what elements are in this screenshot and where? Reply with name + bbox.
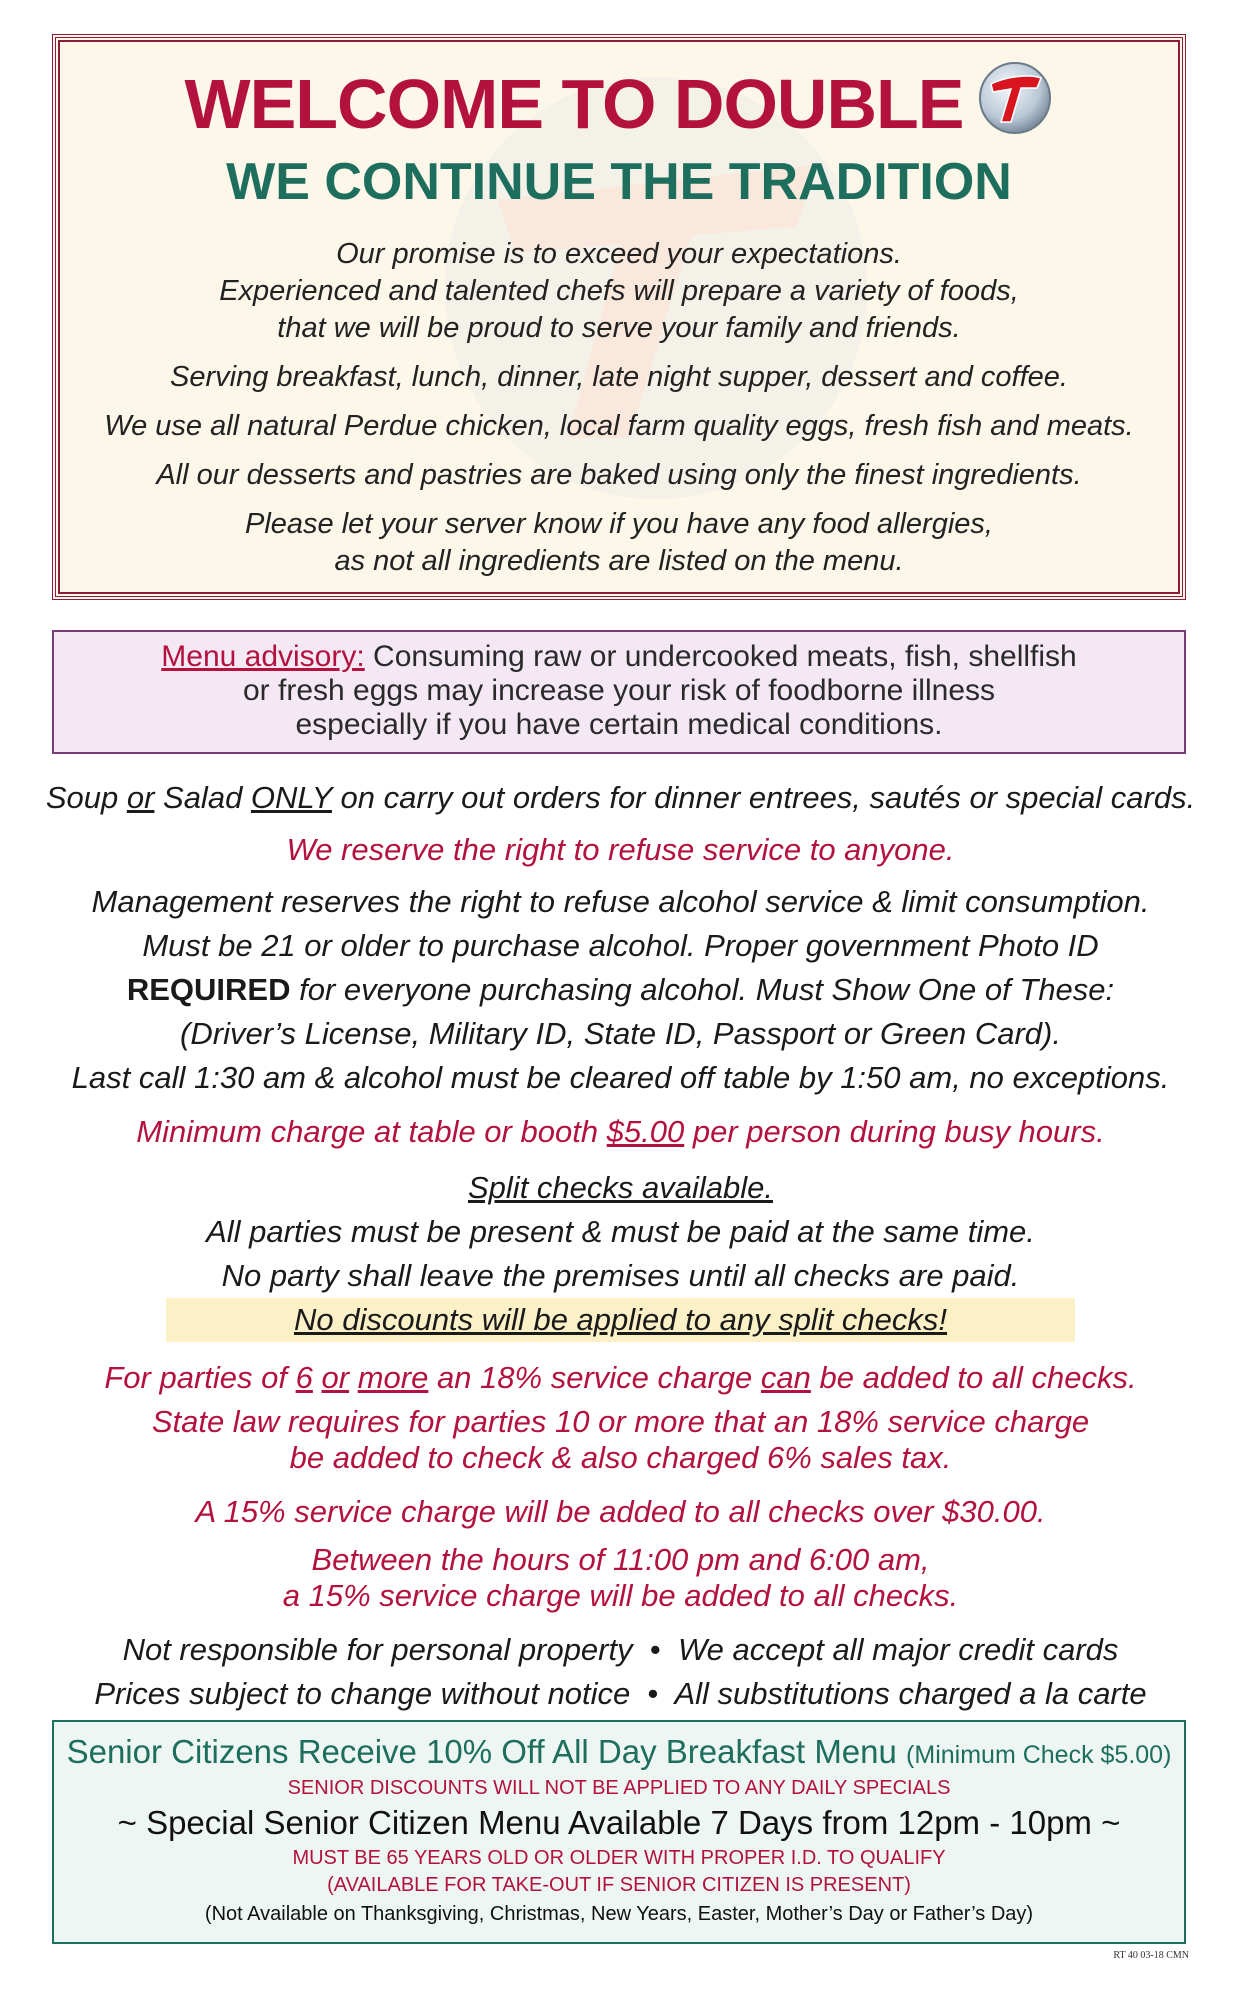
state-line-1: State law requires for parties 10 or more that an 18% service charge — [151, 1404, 1090, 1439]
alcohol-line-3-text: for everyone purchasing alcohol. Must Show One of These: — [290, 972, 1115, 1007]
party-text: For parties of — [104, 1360, 296, 1395]
senior-holidays: (Not Available on Thanksgiving, Christmas, New Years, Easter, Mother’s Day or Father’s Day) — [204, 1903, 1034, 1925]
welcome-line: Our promise is to exceed your expectations. — [336, 238, 902, 270]
welcome-title-text: WELCOME TO DOUBLE — [184, 65, 964, 143]
welcome-line: Serving breakfast, lunch, dinner, late night supper, dessert and coffee. — [170, 361, 1068, 393]
prices-change-text: Prices subject to change without notice — [94, 1676, 631, 1711]
party-or: or — [321, 1360, 350, 1395]
soup-salad-text: Salad — [154, 780, 251, 815]
required-bold: REQUIRED — [126, 972, 291, 1007]
misc-policies — [30, 1628, 1211, 1716]
party-more: more — [357, 1360, 429, 1395]
double-t-logo-icon — [977, 60, 1053, 147]
advisory-line-2: or fresh eggs may increase your risk of foodborne illness — [242, 674, 996, 707]
senior-special-menu: ~ Special Senior Citizen Menu Available 7 Days from 12pm - 10pm ~ — [117, 1804, 1121, 1841]
alcohol-policy — [30, 880, 1211, 1100]
late-night-charge-rule — [30, 1542, 1211, 1614]
welcome-line: We use all natural Perdue chicken, local farm quality eggs, fresh fish and meats. — [104, 410, 1134, 442]
bullet-icon: • — [647, 1676, 659, 1711]
document-code: RT 40 03-18 CMN — [1113, 1950, 1189, 1961]
welcome-line: All our desserts and pastries are baked using only the finest ingredients. — [156, 459, 1082, 491]
senior-no-specials: SENIOR DISCOUNTS WILL NOT BE APPLIED TO ANY DAILY SPECIALS — [287, 1777, 951, 1799]
welcome-line: that we will be proud to serve your family and friends. — [277, 312, 961, 344]
welcome-lines — [56, 236, 1182, 580]
state-law-rule — [30, 1404, 1211, 1476]
senior-minimum: (Minimum Check $5.00) — [906, 1741, 1172, 1769]
party-six: 6 — [295, 1360, 313, 1395]
menu-advisory-box — [52, 630, 1186, 754]
advisory-line-1 — [54, 640, 1184, 674]
bullet-icon: • — [649, 1632, 661, 1667]
party-service-charge-rule — [30, 1356, 1211, 1400]
soup-rest: on carry out orders for dinner entrees, sautés or special cards. — [331, 780, 1196, 815]
soup-text: Soup — [45, 780, 127, 815]
party-can: can — [760, 1360, 811, 1395]
split-checks-title: Split checks available. — [468, 1170, 773, 1205]
minimum-text: Minimum charge at table or booth — [136, 1114, 607, 1149]
welcome-subtitle: WE CONTINUE THE TRADITION — [226, 153, 1012, 211]
split-checks-section — [30, 1166, 1211, 1342]
minimum-amount: $5.00 — [606, 1114, 685, 1149]
alcohol-line-5: Last call 1:30 am & alcohol must be cleared off table by 1:50 am, no exceptions. — [71, 1060, 1170, 1095]
soup-salad-rule — [30, 776, 1211, 820]
personal-property-text: Not responsible for personal property — [122, 1632, 633, 1667]
advisory-label: Menu advisory: — [161, 640, 365, 673]
alcohol-line-1: Management reserves the right to refuse alcohol service & limit consumption. — [91, 884, 1150, 919]
misc-line-2 — [30, 1672, 1211, 1716]
alcohol-line-2: Must be 21 or older to purchase alcohol. Proper government Photo ID — [142, 928, 1099, 963]
minimum-text-end: per person during busy hours. — [684, 1114, 1105, 1149]
misc-line-1 — [30, 1628, 1211, 1672]
hours-line-1: Between the hours of 11:00 pm and 6:00 am, — [311, 1542, 930, 1577]
allergy-note-line-2: as not all ingredients are listed on the menu. — [334, 545, 904, 577]
advisory-line-3: especially if you have certain medical conditions. — [295, 708, 943, 741]
senior-headline — [54, 1732, 1184, 1775]
split-line-2: No party shall leave the premises until all checks are paid. — [221, 1258, 1020, 1293]
party-end: be added to all checks. — [810, 1360, 1137, 1395]
substitutions-text: All substitutions charged a la carte — [674, 1676, 1147, 1711]
party-mid: an 18% service charge — [428, 1360, 761, 1395]
credit-cards-text: We accept all major credit cards — [677, 1632, 1119, 1667]
welcome-title — [56, 60, 1182, 147]
split-line-1: All parties must be present & must be paid at the same time. — [206, 1214, 1035, 1249]
soup-or: or — [126, 780, 155, 815]
advisory-text-1: Consuming raw or undercooked meats, fish, shellfish — [364, 640, 1077, 673]
state-line-2: be added to check & also charged 6% sales tax. — [289, 1440, 952, 1475]
allergy-note-line-1: Please let your server know if you have any food allergies, — [245, 508, 993, 540]
refuse-service-rule: We reserve the right to refuse service to anyone. — [286, 832, 955, 867]
soup-only: ONLY — [250, 780, 332, 815]
alcohol-line-4: (Driver’s License, Military ID, State ID, Passport or Green Card). — [180, 1016, 1061, 1051]
minimum-charge-rule — [30, 1110, 1211, 1154]
welcome-box — [52, 34, 1186, 600]
senior-age-requirement: MUST BE 65 YEARS OLD OR OLDER WITH PROPER I.D. TO QUALIFY — [292, 1847, 946, 1869]
welcome-line: Experienced and talented chefs will prepare a variety of foods, — [219, 275, 1019, 307]
alcohol-line-3 — [30, 968, 1211, 1012]
hours-line-2: a 15% service charge will be added to all checks. — [282, 1578, 959, 1613]
fifteen-percent-rule: A 15% service charge will be added to all checks over $30.00. — [195, 1494, 1046, 1529]
senior-takeout: (AVAILABLE FOR TAKE-OUT IF SENIOR CITIZEN IS PRESENT) — [327, 1874, 911, 1896]
split-no-discount: No discounts will be applied to any split checks! — [166, 1298, 1075, 1342]
senior-headline-text: Senior Citizens Receive 10% Off All Day Breakfast Menu — [66, 1733, 897, 1770]
senior-discount-box — [52, 1720, 1186, 1944]
